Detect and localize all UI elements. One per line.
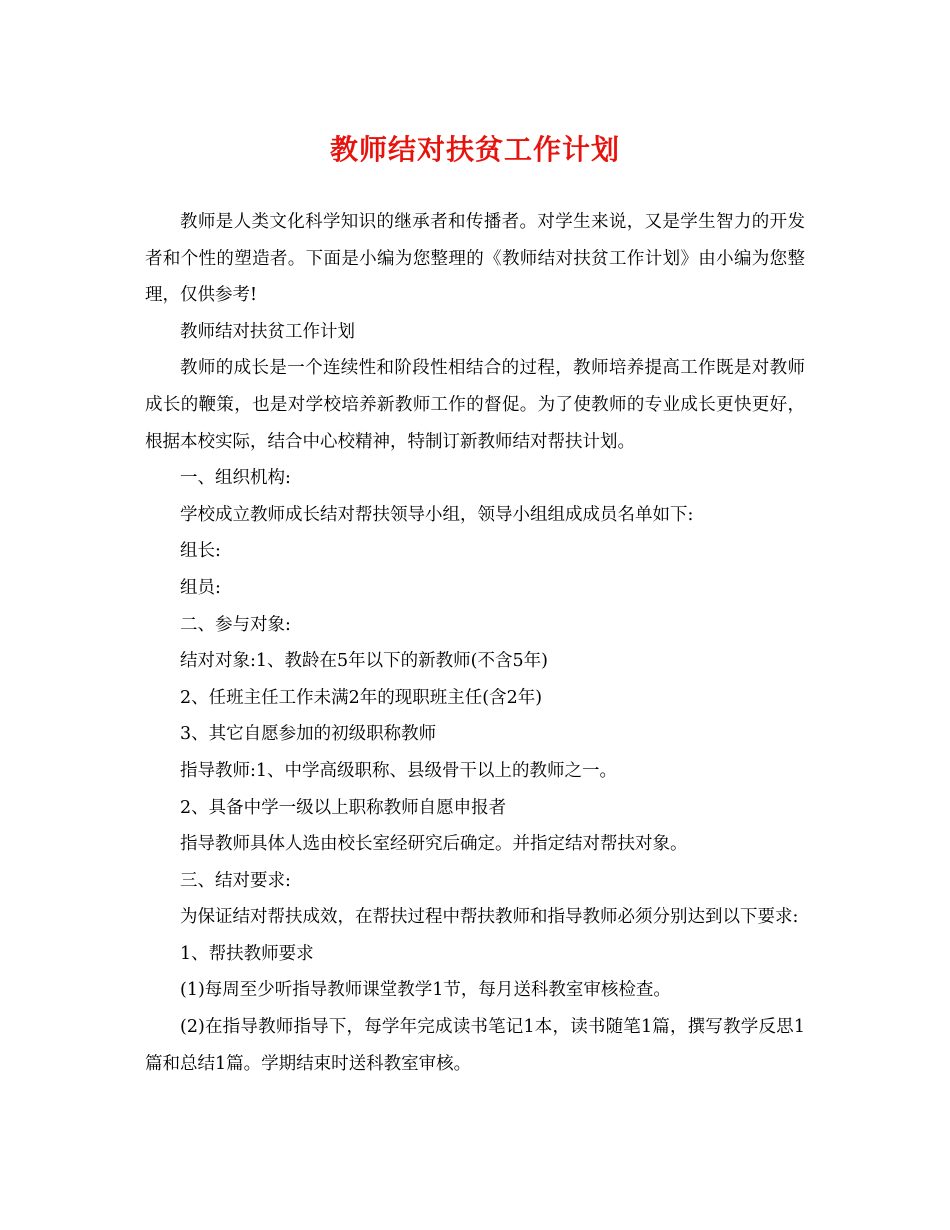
paragraph-target-2: 2、任班主任工作未满2年的现职班主任(含2年) <box>180 687 543 708</box>
paragraph-subtitle: 教师结对扶贫工作计划 <box>180 321 355 342</box>
section-heading-organization: 一、组织机构: <box>180 468 291 489</box>
document-body <box>145 204 805 1082</box>
paragraph-requirement-1: (1)每周至少听指导教师课堂教学1节，每月送科教室审核检查。 <box>180 980 671 1001</box>
paragraph-intro: 教师是人类文化科学知识的继承者和传播者。对学生来说，又是学生智力的开发者和个性的塑造者。下面是小编为您整理的《教师结对扶贫工作计划》由小编为您整理，仅供参考! <box>145 212 805 306</box>
paragraph-mentor-1: 指导教师:1、中学高级职称、县级骨干以上的教师之一。 <box>180 760 618 781</box>
paragraph-mentee-requirements: 1、帮扶教师要求 <box>180 943 314 964</box>
paragraph-mentor-selection: 指导教师具体人选由校长室经研究后确定。并指定结对帮扶对象。 <box>180 834 688 855</box>
paragraph-leader: 组长: <box>180 541 221 562</box>
paragraph-growth: 教师的成长是一个连续性和阶段性相结合的过程，教师培养提高工作既是对教师成长的鞭策，也是对学校培养新教师工作的督促。为了使教师的专业成长更快更好，根据本校实际，结合中心校精神，特制订新教师结对帮扶计划。 <box>145 358 805 452</box>
paragraph-requirements-intro: 为保证结对帮扶成效，在帮扶过程中帮扶教师和指导教师必须分别达到以下要求: <box>180 907 799 928</box>
paragraph-target-3: 3、其它自愿参加的初级职称教师 <box>180 724 437 745</box>
paragraph-members: 组员: <box>180 577 221 598</box>
paragraph-target-1: 结对对象:1、教龄在5年以下的新教师(不含5年) <box>180 651 548 672</box>
section-heading-requirements: 三、结对要求: <box>180 870 291 891</box>
paragraph-leadership-group: 学校成立教师成长结对帮扶领导小组，领导小组组成成员名单如下: <box>180 504 694 525</box>
section-heading-participants: 二、参与对象: <box>180 614 291 635</box>
paragraph-requirement-2: (2)在指导教师指导下，每学年完成读书笔记1本，读书随笔1篇，撰写教学反思1篇和总结1篇。学期结束时送科教室审核。 <box>145 1017 805 1074</box>
paragraph-mentor-2: 2、具备中学一级以上职称教师自愿申报者 <box>180 797 507 818</box>
document-title: 教师结对扶贫工作计划 <box>329 133 620 166</box>
